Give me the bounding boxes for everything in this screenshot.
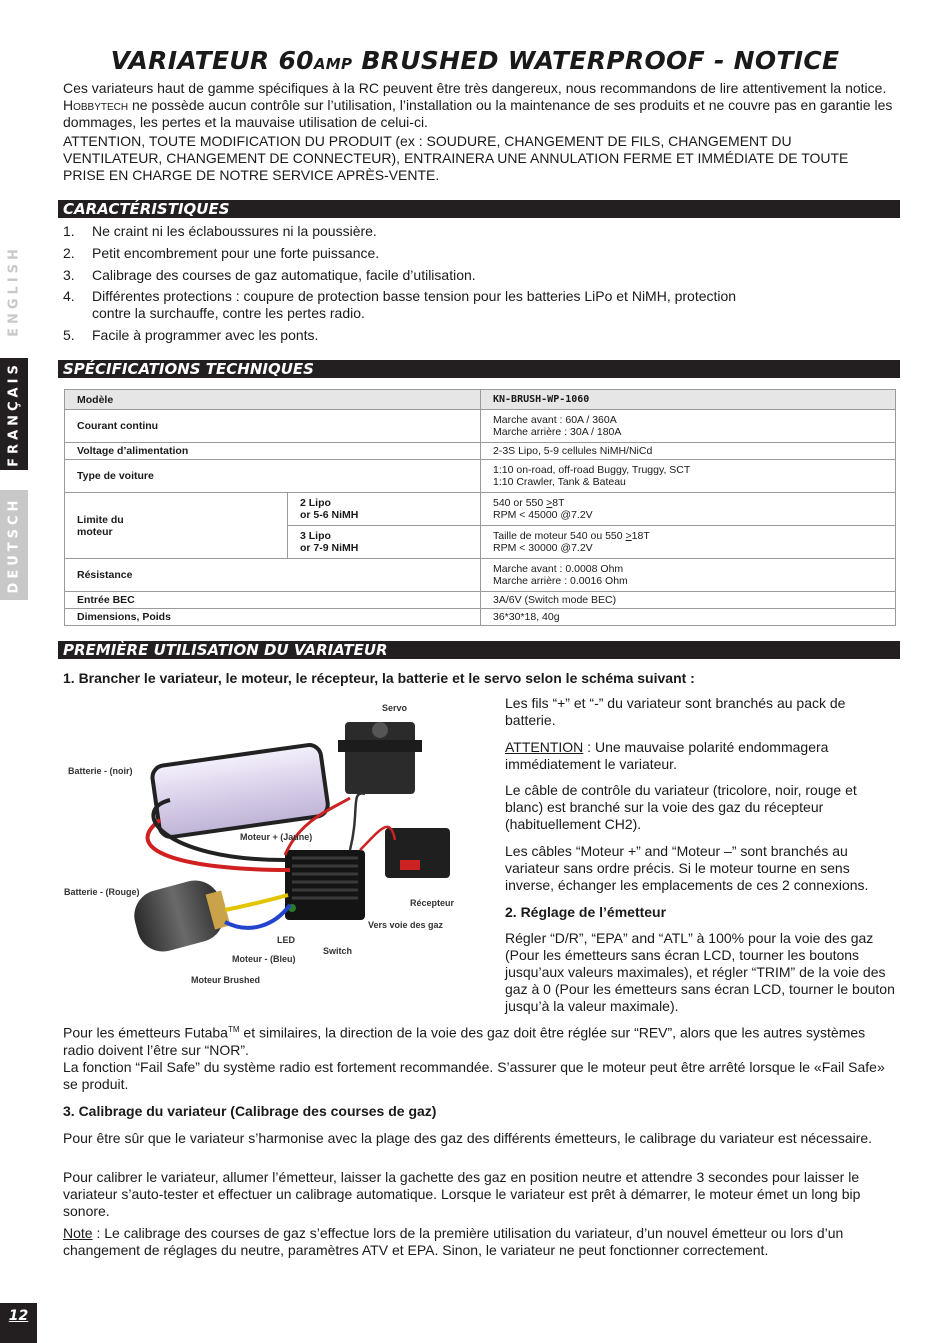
table-cell: Modèle (65, 390, 481, 410)
label-receiver: Récepteur (410, 898, 455, 908)
label-motor-minus: Moteur - (Bleu) (232, 954, 296, 964)
tab-francais[interactable]: FRANÇAIS (0, 358, 28, 470)
table-cell: 540 or 550 >8T RPM < 45000 @7.2V (481, 493, 896, 526)
step-3-heading: 3. Calibrage du variateur (Calibrage des courses de gaz) (63, 1103, 437, 1119)
table-cell: 36*30*18, 40g (481, 609, 896, 626)
label-brushed-motor: Moteur Brushed (191, 975, 261, 985)
servo-image (338, 722, 422, 794)
section-header-features: CARACTÉRISTIQUES (58, 200, 900, 218)
brand-name: Hobbytech (63, 97, 129, 113)
table-row (65, 460, 896, 493)
table-row (65, 443, 896, 460)
warning-paragraph: ATTENTION, TOUTE MODIFICATION DU PRODUIT (ex : SOUDURE, CHANGEMENT DE FILS, CHANGEMENT DU VENTILATEUR, CHANGEMENT DE CONNECTEUR), ENTRAINERA UNE ANNULATION FERME ET IMMÉDIATE DE TOUTE PRISE EN CHARGE DE NOTRE SERVICE APRÈS-VENTE. (63, 133, 849, 183)
label-battery-red: Batterie - (Rouge) (64, 887, 140, 897)
table-cell: Limite du moteur (65, 493, 288, 559)
lower-text-6: Note : Le calibrage des courses de gaz s’effectue lors de la première utilisation du variateur, d’un nouvel émetteur ou lors d’un changement de réglages du neutre, paramètres ATV et EPA. Sinon, le variateur ne peut fonctionner correctement. (63, 1225, 844, 1258)
step-2-heading: 2. Réglage de l’émetteur (505, 904, 667, 920)
table-cell: 3 Lipo or 7-9 NiMH (288, 526, 481, 559)
table-row (65, 592, 896, 609)
tab-deutsch[interactable]: DEUTSCH (0, 490, 28, 600)
intro-paragraph: Ces variateurs haut de gamme spécifiques à la RC peuvent être très dangereux, nous recommandons de lire attentivement la notice. Hobbytech ne possède aucun contrôle sur l’utilisation, l’installation ou la maintenance de ses produits et ne couvre pas en garantie les dommages, les pertes et la mauvaise utilisation de celui-ci. (63, 80, 893, 130)
table-cell: Type de voiture (65, 460, 481, 493)
right-text-4: Les câbles “Moteur +” and “Moteur –” sont branchés au variateur sans ordre précis. Si le moteur tourne en sens inverse, échanger les emplacements de ces 2 connexions. (505, 843, 869, 893)
table-cell: Voltage d’alimentation (65, 443, 481, 460)
list-item: 1. Ne craint ni les éclaboussures ni la poussière. (63, 223, 377, 239)
table-cell: 1:10 on-road, off-road Buggy, Truggy, SCT 1:10 Crawler, Tank & Bateau (481, 460, 896, 493)
page-number: 12 (0, 1303, 37, 1343)
right-text-6: Régler “D/R”, “EPA” and “ATL” à 100% pour la voie des gaz (Pour les émetteurs sans écran LCD, tourner les boutons jusqu’aux valeurs maximales), et régler “TRIM” de la voie des gaz à 0 (Pour les émetteurs sans écran LCD, tourner le bouton jusqu’à la valeur maximale). (505, 930, 895, 1014)
table-cell: Marche avant : 0.0008 Ohm Marche arrière : 0.0016 Ohm (481, 559, 896, 592)
section-header-first-use: PREMIÈRE UTILISATION DU VARIATEUR (58, 641, 900, 659)
battery-image (151, 744, 329, 839)
tab-english[interactable]: ENGLISH (0, 232, 28, 350)
label-battery-black: Batterie - (noir) (68, 766, 133, 776)
motor-image (128, 875, 230, 958)
right-text-2: ATTENTION : Une mauvaise polarité endommagera immédiatement le variateur. (505, 739, 829, 772)
lower-text-4: Pour être sûr que le variateur s’harmonise avec la plage des gaz des différents émetteurs, le calibrage du variateur est nécessaire. (63, 1130, 873, 1146)
label-switch: Switch (323, 946, 353, 956)
table-row (65, 410, 896, 443)
table-cell: Résistance (65, 559, 481, 592)
table-cell: 2 Lipo or 5-6 NiMH (288, 493, 481, 526)
right-text-3: Le câble de contrôle du variateur (tricolore, noir, rouge et blanc) est branché sur la voie des gaz du récepteur (habituellement CH2). (505, 782, 857, 832)
table-cell: KN-BRUSH-WP-1060 (481, 390, 896, 410)
list-item: 2. Petit encombrement pour une forte puissance. (63, 244, 380, 261)
lower-text-1: Pour les émetteurs Futaba™ et similaires, la direction de la voie des gaz doit être réglée sur “REV”, alors que les autres systèmes radio doivent l’être sur “NOR”. (63, 1024, 866, 1058)
table-cell: 3A/6V (Switch mode BEC) (481, 592, 896, 609)
table-row (65, 609, 896, 626)
lower-text-5: Pour calibrer le variateur, allumer l’émetteur, laisser la gachette des gaz en position neutre et attendre 3 secondes pour laisser le variateur s’auto-tester et effectuer un calibrage automatique. Lorsque le variateur est prêt à démarrer, le moteur émet un long bip sonore. (63, 1169, 861, 1219)
label-motor-plus: Moteur + (Jaune) (240, 832, 313, 842)
list-item: 5. Facile à programmer avec les ponts. (63, 326, 319, 343)
esc-image (285, 850, 365, 920)
section-header-specs: SPÉCIFICATIONS TECHNIQUES (58, 360, 900, 378)
list-item: 3. Calibrage des courses de gaz automatique, facile d’utilisation. (63, 266, 476, 283)
label-led: LED (277, 935, 295, 945)
label-throttle-channel: Vers voie des gaz (368, 920, 444, 930)
right-text-1: Les fils “+” et “-” du variateur sont branchés au pack de batterie. (505, 695, 846, 728)
table-cell: Courant continu (65, 410, 481, 443)
lower-text-2: La fonction “Fail Safe” du système radio est fortement recommandée. S’assurer que le moteur peut être arrêté lorsque le «Fail Safe» se produit. (63, 1059, 885, 1092)
table-row (65, 559, 896, 592)
wiring-diagram (60, 700, 480, 990)
label-servo: Servo (382, 703, 408, 713)
table-cell: Dimensions, Poids (65, 609, 481, 626)
page-title: VARIATEUR 60AMP BRUSHED WATERPROOF - NOTICE (110, 46, 840, 75)
table-cell: Entrée BEC (65, 592, 481, 609)
list-item: 4. Différentes protections : coupure de protection basse tension pour les batteries LiPo et NiMH, protection contre la surchauffe, contre les pertes radio. (63, 288, 737, 321)
table-row (65, 493, 896, 526)
table-cell: Taille de moteur 540 ou 550 >18T RPM < 30000 @7.2V (481, 526, 896, 559)
table-cell: Marche avant : 60A / 360A Marche arrière : 30A / 180A (481, 410, 896, 443)
spec-table (64, 389, 896, 626)
table-row (65, 390, 896, 410)
features-list (63, 223, 763, 348)
table-cell: 2-3S Lipo, 5-9 cellules NiMH/NiCd (481, 443, 896, 460)
step-1-heading: 1. Brancher le variateur, le moteur, le récepteur, la batterie et le servo selon le schéma suivant : (63, 670, 695, 686)
